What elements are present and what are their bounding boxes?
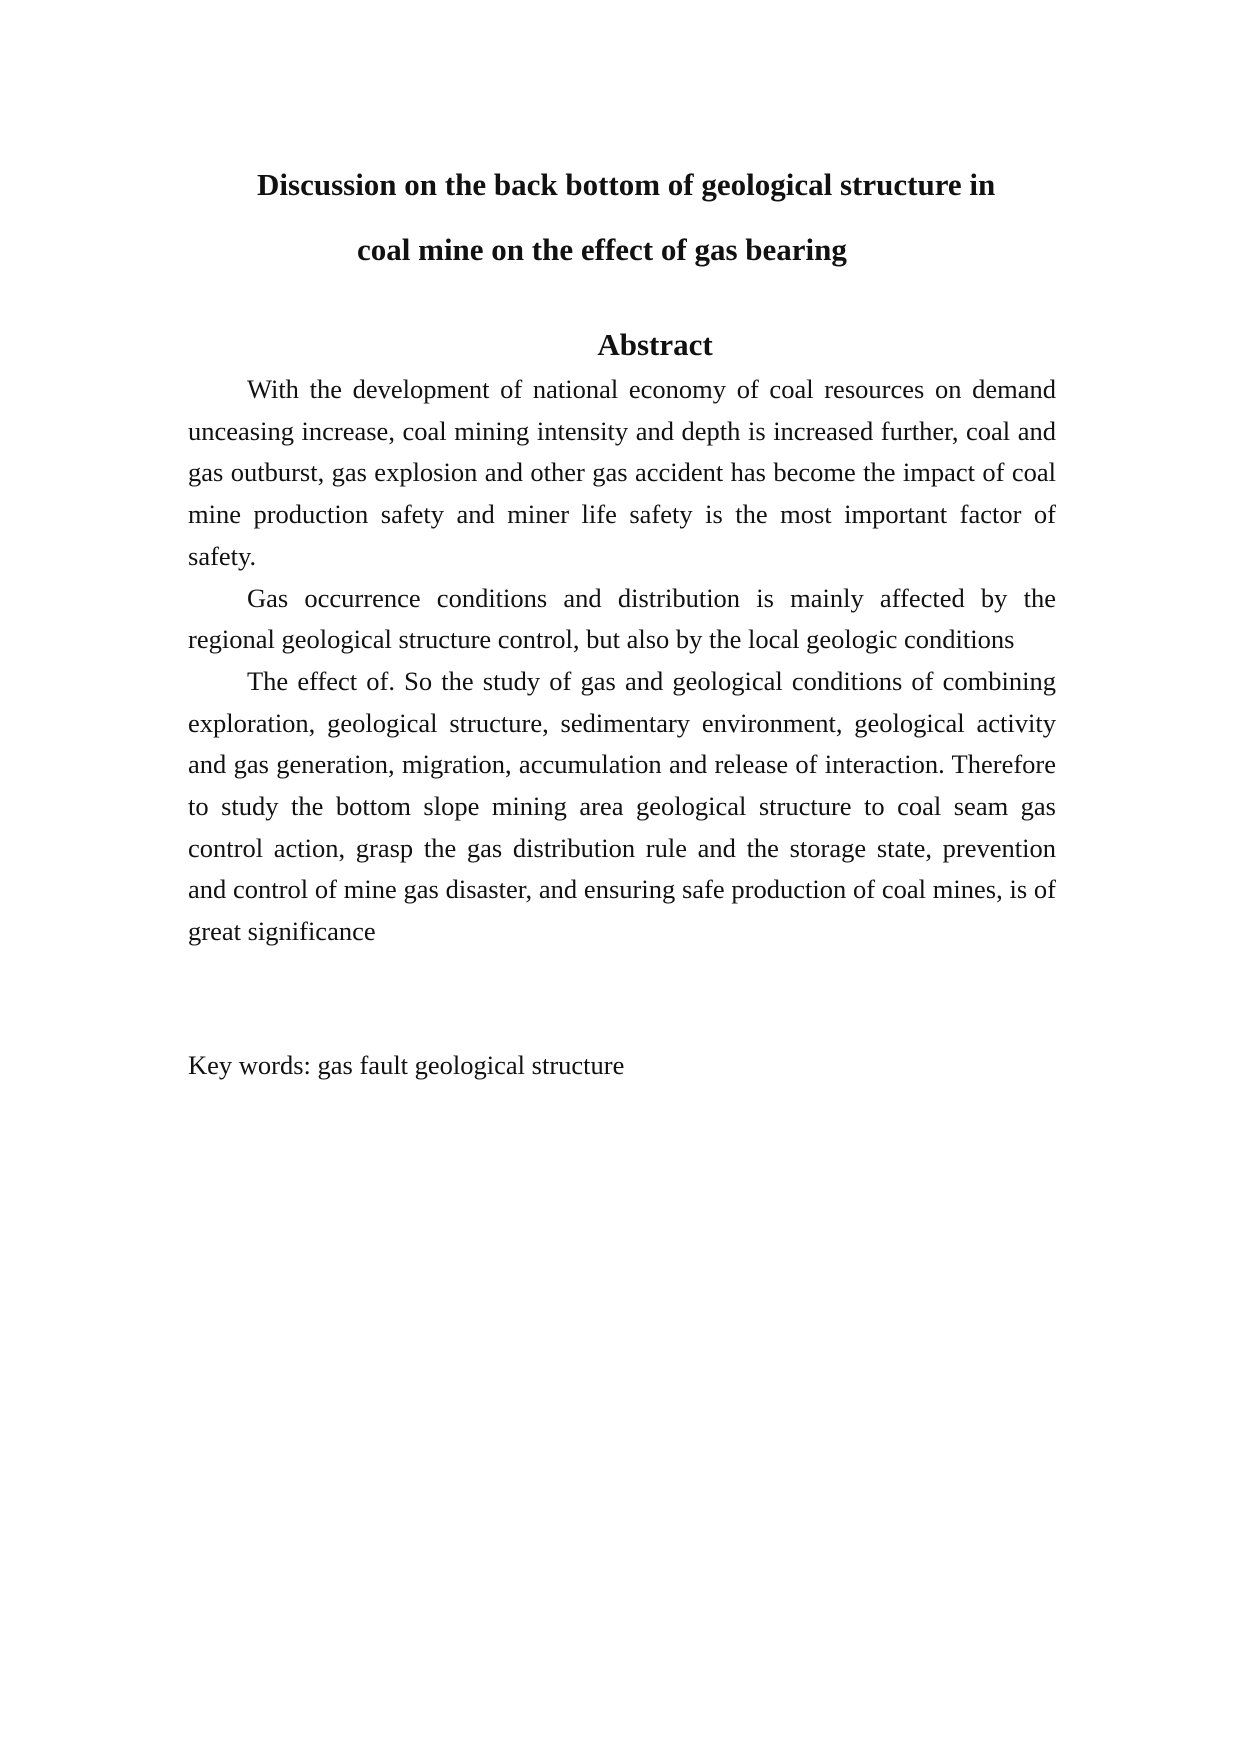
title-line-1: Discussion on the back bottom of geological structure in <box>257 167 996 202</box>
abstract-paragraph-2: Gas occurrence conditions and distribution is mainly affected by the regional geological structure control, but also by the local geologic conditions <box>188 582 1056 655</box>
title-line-2: coal mine on the effect of gas bearing <box>357 232 847 267</box>
abstract-paragraph-1: With the development of national economy of coal resources on demand unceasing increase, coal mining intensity and depth is increased further, coal and gas outburst, gas explosion and other gas accident has become the impact of coal mine production safety and miner life safety is the most important factor of safety. <box>188 374 1056 571</box>
abstract-body <box>188 369 1056 953</box>
abstract-paragraph-3: The effect of. So the study of gas and geological conditions of combining exploration, geological structure, sedimentary environment, geological activity and gas generation, migration, accumulation and release of interaction. Therefore to study the bottom slope mining area geological structure to coal seam gas control action, grasp the gas distribution rule and the storage state, prevention and control of mine gas disaster, and ensuring safe production of coal mines, is of great significance <box>188 665 1056 947</box>
keywords: Key words: gas fault geological structure <box>188 1050 625 1080</box>
abstract-heading: Abstract <box>597 327 713 362</box>
